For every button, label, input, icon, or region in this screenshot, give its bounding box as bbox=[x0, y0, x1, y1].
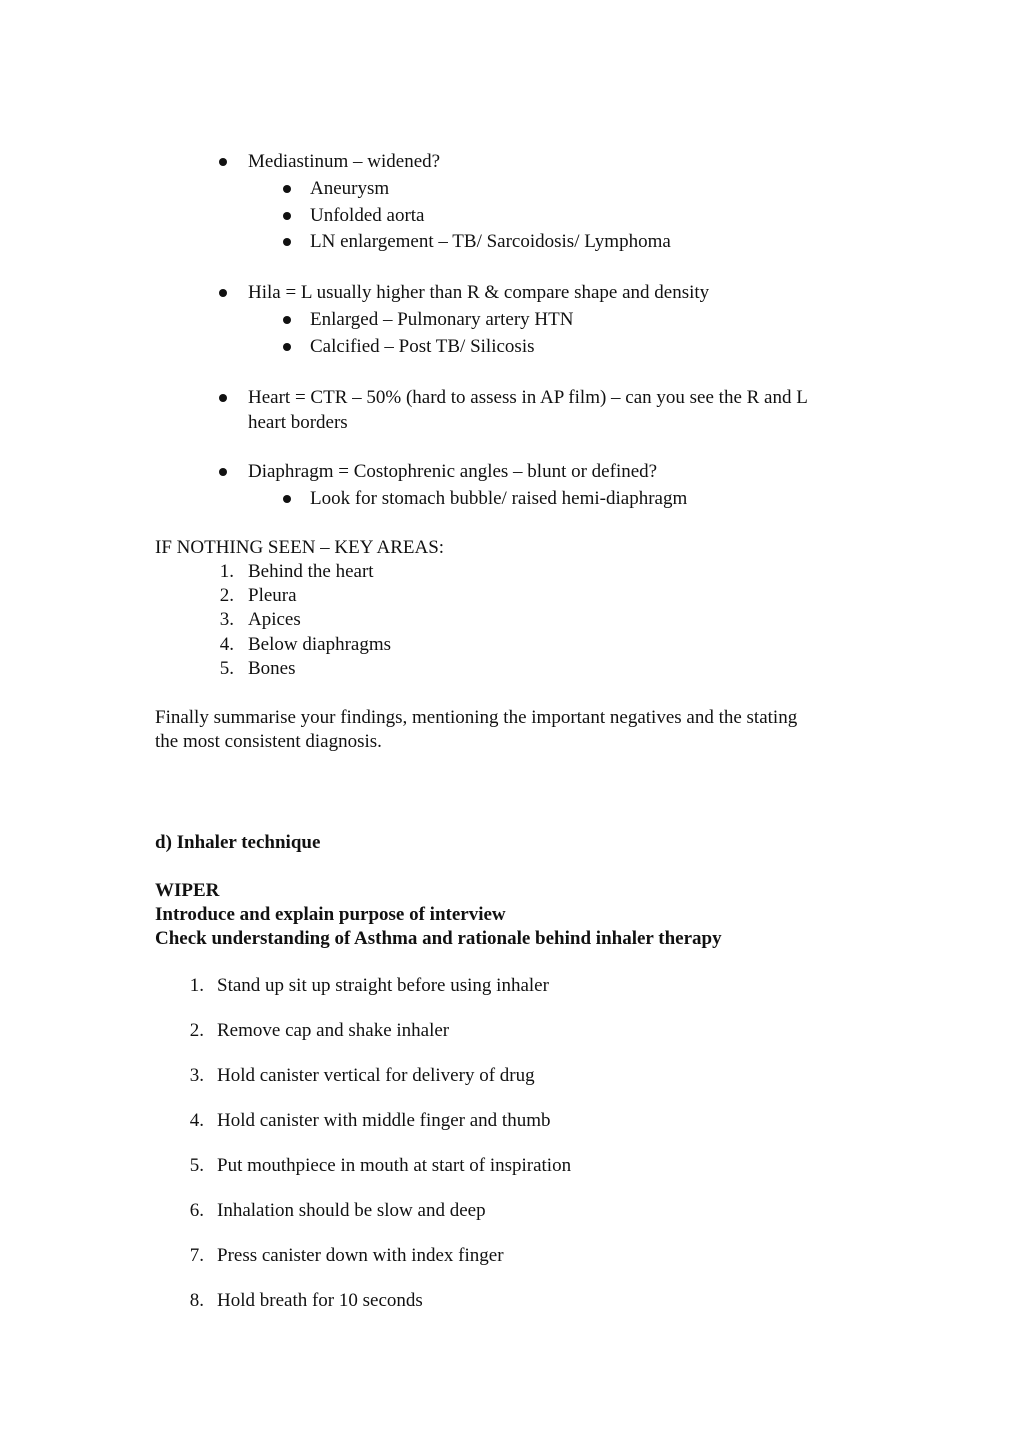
intro-heading: Introduce and explain purpose of interview bbox=[155, 904, 506, 925]
wiper-heading: WIPER bbox=[155, 880, 220, 901]
bullet-icon bbox=[219, 394, 227, 402]
heart-item-continued: heart borders bbox=[248, 412, 348, 433]
bullet-icon bbox=[283, 238, 291, 246]
step-number: 8. bbox=[189, 1290, 204, 1311]
key-area-item: Apices bbox=[248, 609, 301, 630]
key-area-number: 1. bbox=[219, 561, 234, 582]
summary-paragraph-continued: the most consistent diagnosis. bbox=[155, 731, 382, 752]
step-item: Hold canister with middle finger and thumb bbox=[217, 1110, 551, 1131]
step-item: Press canister down with index finger bbox=[217, 1245, 504, 1266]
check-heading: Check understanding of Asthma and rationale behind inhaler therapy bbox=[155, 928, 722, 949]
step-number: 6. bbox=[189, 1200, 204, 1221]
step-number: 3. bbox=[189, 1065, 204, 1086]
key-area-number: 5. bbox=[219, 658, 234, 679]
bullet-icon bbox=[219, 468, 227, 476]
mediastinum-subitem: Unfolded aorta bbox=[310, 205, 425, 226]
mediastinum-item: Mediastinum – widened? bbox=[248, 151, 441, 172]
key-area-number: 4. bbox=[219, 634, 234, 655]
step-number: 4. bbox=[189, 1110, 204, 1131]
step-number: 5. bbox=[189, 1155, 204, 1176]
step-number: 2. bbox=[189, 1020, 204, 1041]
summary-paragraph: Finally summarise your findings, mentioning the important negatives and the stating bbox=[155, 707, 798, 728]
step-item: Hold breath for 10 seconds bbox=[217, 1290, 423, 1311]
section-heading: d) Inhaler technique bbox=[155, 832, 321, 853]
key-area-item: Bones bbox=[248, 658, 296, 679]
mediastinum-subitem: LN enlargement – TB/ Sarcoidosis/ Lymphoma bbox=[310, 231, 671, 252]
key-area-item: Behind the heart bbox=[248, 561, 374, 582]
hila-item: Hila = L usually higher than R & compare shape and density bbox=[248, 282, 710, 303]
step-item: Stand up sit up straight before using inhaler bbox=[217, 975, 549, 996]
hila-subitem: Calcified – Post TB/ Silicosis bbox=[310, 336, 535, 357]
bullet-icon bbox=[283, 316, 291, 324]
step-item: Put mouthpiece in mouth at start of inspiration bbox=[217, 1155, 572, 1176]
hila-subitem: Enlarged – Pulmonary artery HTN bbox=[310, 309, 574, 330]
key-area-item: Pleura bbox=[248, 585, 297, 606]
bullet-icon bbox=[283, 343, 291, 351]
key-areas-heading: IF NOTHING SEEN – KEY AREAS: bbox=[155, 537, 445, 558]
bullet-icon bbox=[219, 158, 227, 166]
step-number: 1. bbox=[189, 975, 204, 996]
bullet-icon bbox=[283, 495, 291, 503]
bullet-icon bbox=[283, 185, 291, 193]
key-area-number: 2. bbox=[219, 585, 234, 606]
step-item: Inhalation should be slow and deep bbox=[217, 1200, 486, 1221]
key-area-item: Below diaphragms bbox=[248, 634, 392, 655]
step-item: Hold canister vertical for delivery of drug bbox=[217, 1065, 535, 1086]
bullet-icon bbox=[283, 212, 291, 220]
diaphragm-item: Diaphragm = Costophrenic angles – blunt or defined? bbox=[248, 461, 658, 482]
step-item: Remove cap and shake inhaler bbox=[217, 1020, 450, 1041]
key-area-number: 3. bbox=[219, 609, 234, 630]
mediastinum-subitem: Aneurysm bbox=[310, 178, 390, 199]
heart-item: Heart = CTR – 50% (hard to assess in AP film) – can you see the R and L bbox=[248, 387, 808, 408]
diaphragm-subitem: Look for stomach bubble/ raised hemi-diaphragm bbox=[310, 488, 688, 509]
step-number: 7. bbox=[189, 1245, 204, 1266]
bullet-icon bbox=[219, 289, 227, 297]
